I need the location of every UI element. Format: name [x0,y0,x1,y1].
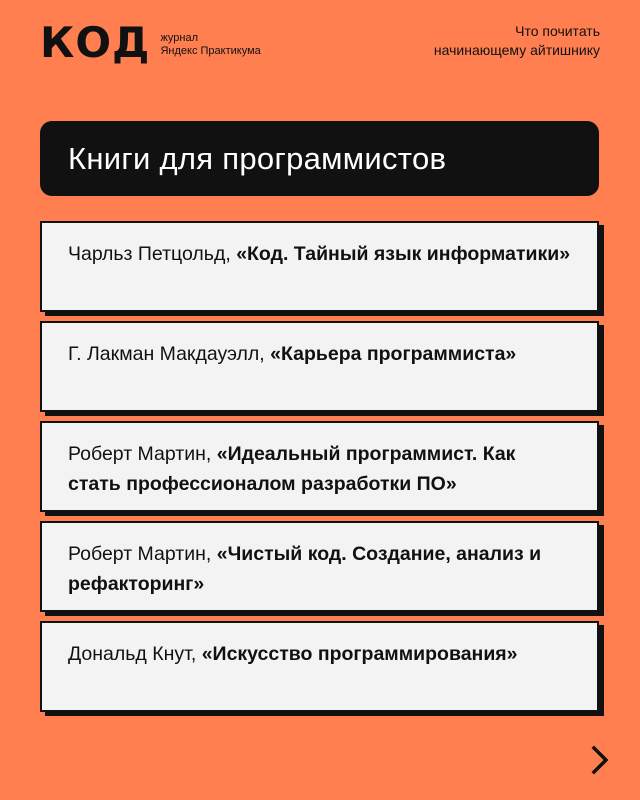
chevron-right-icon[interactable] [588,744,612,776]
tagline-line2: начинающему айтишнику [433,42,600,58]
logo-subtitle [160,32,260,58]
logo [40,18,261,67]
book-card-1 [40,221,599,312]
book-card-5 [40,621,599,712]
book-title: «Код. Тайный язык информатики» [236,243,571,265]
book-author: Роберт Мартин, [68,443,217,465]
book-card-2 [40,321,599,412]
book-title: «Карьера программиста» [270,343,517,365]
book-author: Г. Лакман Макдауэлл, [68,343,271,365]
tagline [360,22,600,60]
book-author: Дональд Кнут, [68,643,202,665]
logo-wordmark: КОД [40,18,151,67]
page-title: Книги для программистов [68,140,447,176]
book-card-4 [40,521,599,612]
tagline-line1: Что почитать [515,23,600,39]
logo-subtitle-line2: Яндекс Практикума [160,45,261,57]
book-card-3 [40,421,599,512]
title-bar [40,121,599,196]
book-author: Роберт Мартин, [68,543,217,565]
book-title: «Идеальный программист. Как стать профессионалом разработки ПО» [68,443,516,495]
book-title: «Чистый код. Создание, анализ и рефакторинг» [68,543,542,595]
book-title: «Искусство программирования» [201,643,518,665]
logo-subtitle-line1: журнал [160,32,199,44]
book-author: Чарльз Петцольд, [68,243,237,265]
